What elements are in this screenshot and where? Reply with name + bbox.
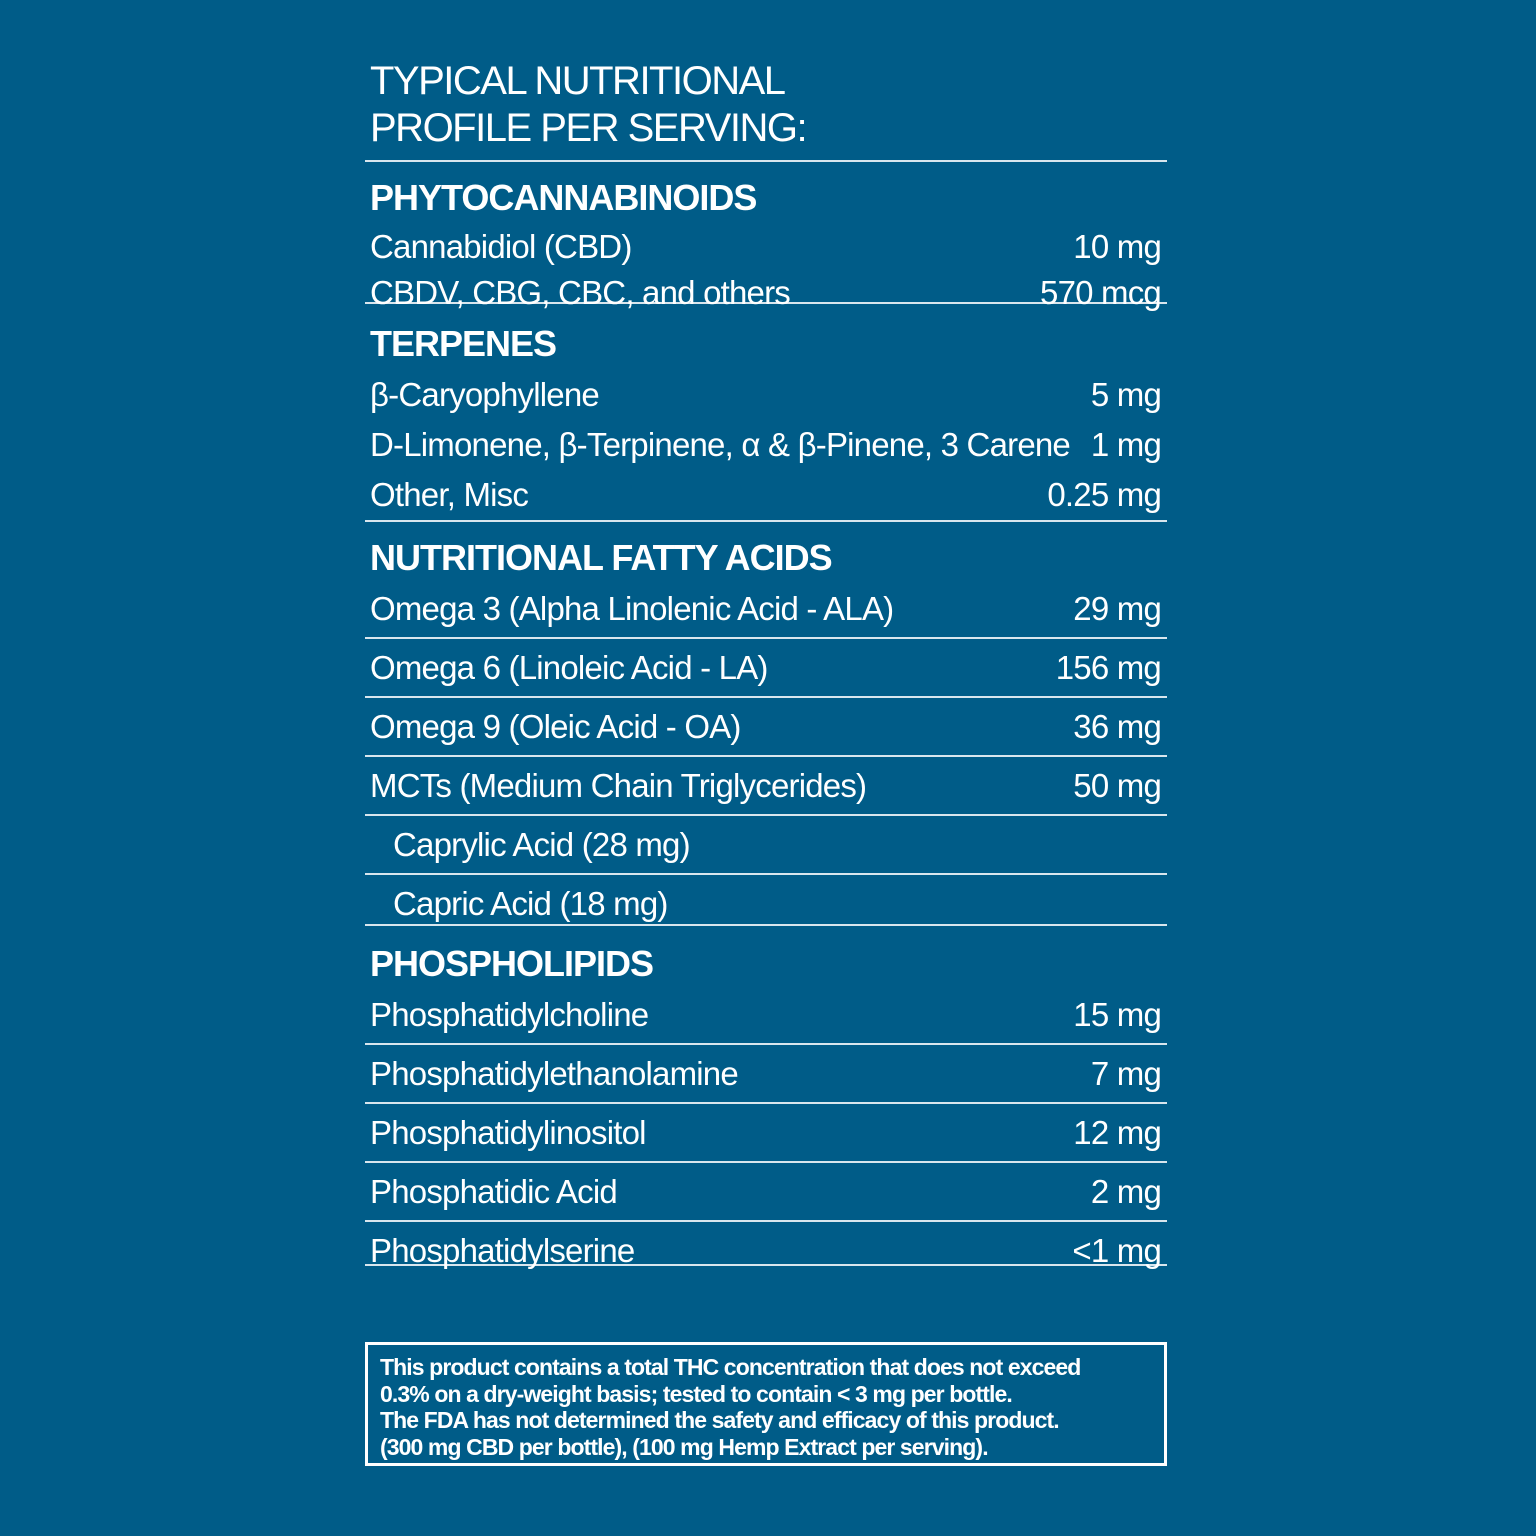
nutrient-name: Caprylic Acid (28 mg) — [393, 825, 690, 863]
nutrient-amount: 2 mg — [1090, 1172, 1161, 1210]
nutrient-row — [365, 224, 1167, 270]
nutrient-name: Phosphatidylethanolamine — [370, 1054, 738, 1092]
profile-title-line-2: PROFILE PER SERVING: — [370, 106, 807, 150]
nutrient-name: Omega 6 (Linoleic Acid - LA) — [370, 648, 768, 686]
disclaimer-line: This product contains a total THC concentration that does not exceed — [380, 1354, 1081, 1380]
nutrient-row — [365, 698, 1167, 757]
nutrient-amount: 7 mg — [1090, 1054, 1161, 1092]
nutrient-subrow — [365, 816, 1167, 875]
disclaimer-line: The FDA has not determined the safety and efficacy of this product. — [380, 1407, 1059, 1433]
nutrient-name: Phosphatidylinositol — [370, 1113, 646, 1151]
nutrient-name: Phosphatidylcholine — [370, 995, 649, 1033]
section-terpenes — [365, 304, 1167, 522]
nutrient-amount: 36 mg — [1073, 707, 1161, 745]
section-heading: NUTRITIONAL FATTY ACIDS — [370, 537, 832, 578]
nutrient-name: Omega 3 (Alpha Linolenic Acid - ALA) — [370, 589, 894, 627]
nutrition-panel — [365, 58, 1167, 1269]
nutrient-row — [365, 270, 1167, 316]
nutrient-name: Phosphatidylserine — [370, 1231, 635, 1269]
nutrient-amount: 570 mcg — [1040, 274, 1161, 311]
nutrient-amount: 5 mg — [1090, 376, 1161, 413]
nutrient-name: Cannabidiol (CBD) — [370, 228, 632, 265]
nutrient-row — [365, 757, 1167, 816]
nutrient-amount: 156 mg — [1055, 648, 1161, 686]
nutrient-amount: 50 mg — [1073, 766, 1161, 804]
nutrient-amount: 10 mg — [1073, 228, 1161, 265]
nutrient-amount: 15 mg — [1073, 995, 1161, 1033]
section-phytocannabinoids — [365, 162, 1167, 311]
disclaimer-line: 0.3% on a dry-weight basis; tested to contain < 3 mg per bottle. — [380, 1380, 1012, 1407]
nutrient-name: D-Limonene, β-Terpinene, α & β-Pinene, 3 Carene — [370, 426, 1070, 463]
nutrient-name: Phosphatidic Acid — [370, 1172, 617, 1210]
profile-title-line-1: TYPICAL NUTRITIONAL — [370, 59, 785, 103]
nutrient-amount: 12 mg — [1073, 1113, 1161, 1151]
nutrient-row — [365, 1222, 1167, 1279]
nutrient-row — [365, 1104, 1167, 1163]
nutrient-name: β-Caryophyllene — [370, 376, 599, 413]
nutrient-amount: 29 mg — [1073, 589, 1161, 627]
profile-title — [365, 58, 1167, 162]
nutrient-name: MCTs (Medium Chain Triglycerides) — [370, 766, 867, 804]
nutrient-row — [365, 1163, 1167, 1222]
nutrient-name: Capric Acid (18 mg) — [393, 884, 668, 922]
nutrient-subrow — [365, 875, 1167, 932]
nutrient-name: Omega 9 (Oleic Acid - OA) — [370, 707, 741, 745]
nutrient-name: Other, Misc — [370, 476, 529, 513]
section-heading: PHOSPHOLIPIDS — [370, 943, 654, 984]
disclaimer-line: (300 mg CBD per bottle), (100 mg Hemp Extract per serving). — [380, 1433, 988, 1460]
disclaimer-box — [365, 1342, 1167, 1466]
nutrient-name: CBDV, CBG, CBC, and others — [370, 274, 790, 311]
nutrient-amount: <1 mg — [1072, 1231, 1161, 1269]
nutrient-row — [365, 470, 1167, 520]
nutrient-row — [365, 580, 1167, 639]
nutrient-amount: 1 mg — [1090, 426, 1161, 463]
nutrient-row — [365, 370, 1167, 420]
section-heading: TERPENES — [370, 323, 557, 364]
nutrient-row — [365, 986, 1167, 1045]
nutrient-row — [365, 420, 1167, 470]
section-phospholipids — [365, 926, 1167, 1269]
section-heading: PHYTOCANNABINOIDS — [370, 177, 757, 218]
nutrient-row — [365, 1045, 1167, 1104]
section-fatty-acids — [365, 522, 1167, 926]
nutrient-row — [365, 639, 1167, 698]
nutrient-amount: 0.25 mg — [1047, 476, 1161, 513]
